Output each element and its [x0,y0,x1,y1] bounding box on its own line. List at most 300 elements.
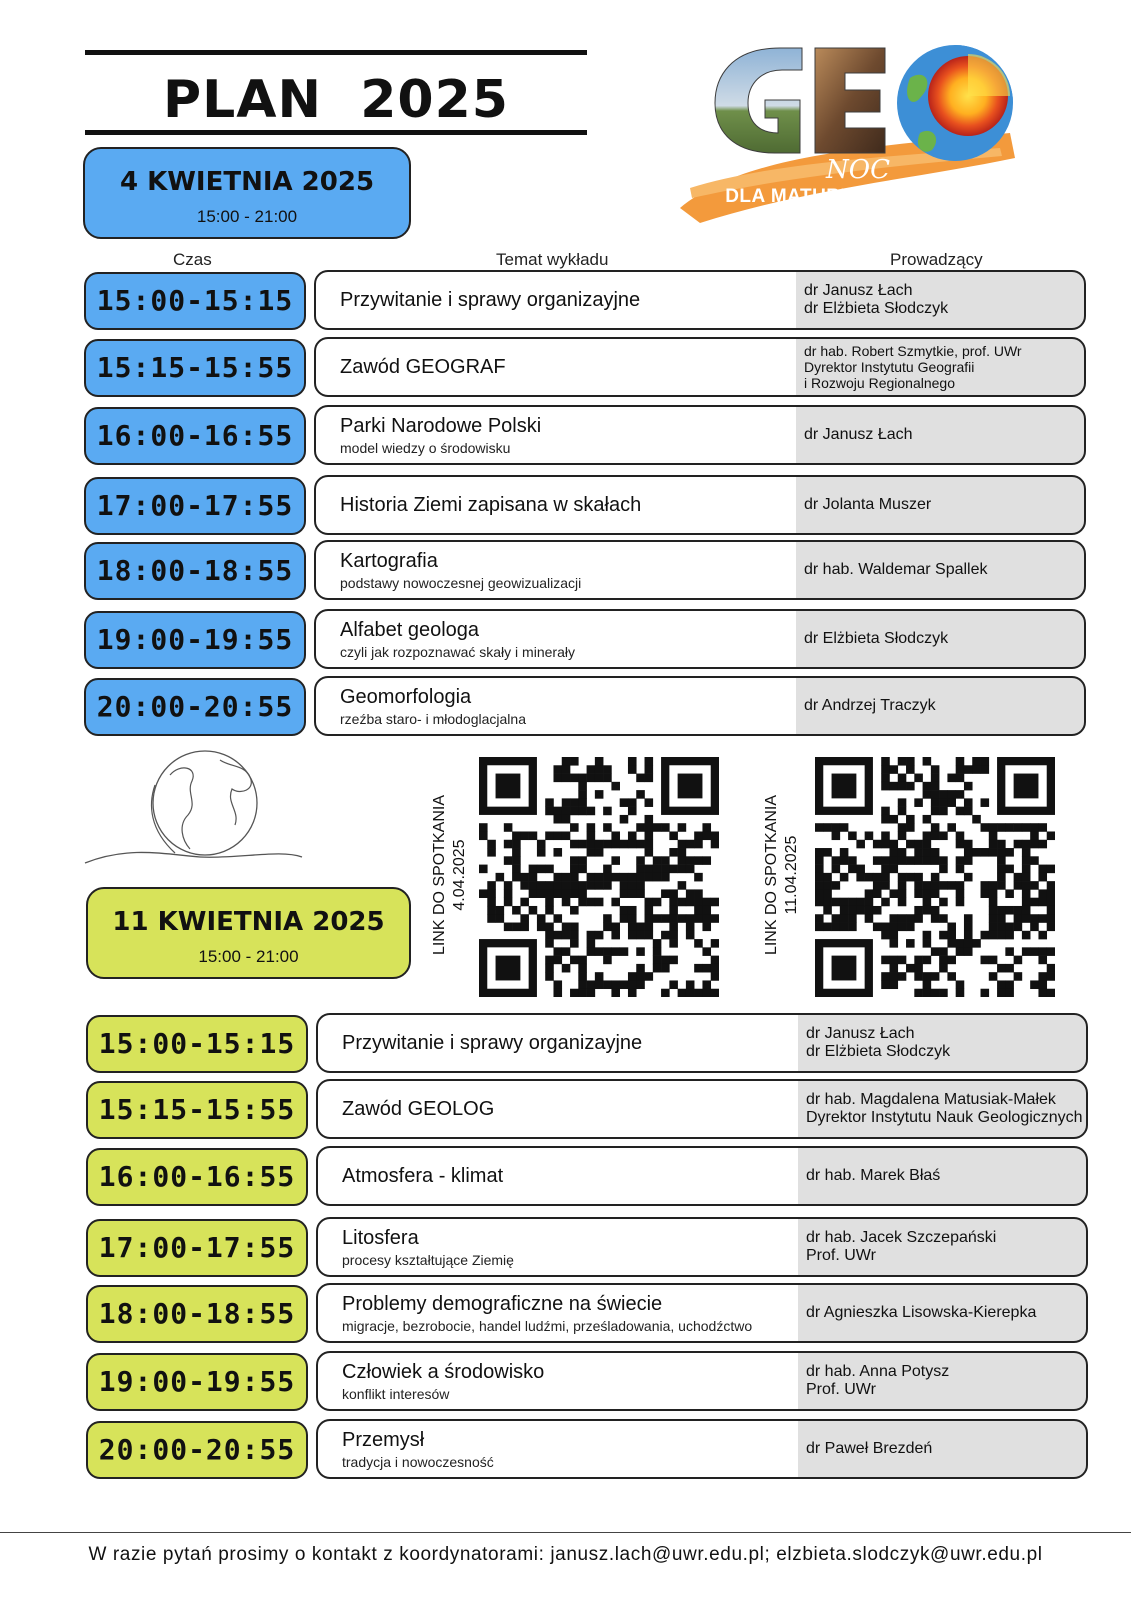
qr-module [865,831,874,840]
qr-module [711,831,719,840]
qr-module [823,889,832,898]
qr-module [989,898,998,907]
qr-finder-pattern [1014,774,1039,799]
lecture-title: Zawód GEOLOG [342,1097,495,1120]
qr-module [956,939,965,948]
qr-module [587,980,596,989]
qr-module [840,823,849,832]
lecture-topic [340,339,790,395]
qr-module [562,815,571,824]
qr-module [956,980,965,989]
qr-module [997,865,1006,874]
qr-module [881,881,890,890]
qr-module [578,881,587,890]
qr-module [711,914,719,923]
lecturer [804,272,1086,328]
qr2-label-text: LINK DO SPOTKANIA [763,794,780,956]
qr-module [595,840,604,849]
qr-module [578,782,587,791]
qr-module [578,774,587,783]
qr-module [1038,931,1047,940]
qr-module [562,798,571,807]
qr-module [964,931,973,940]
qr-module [595,790,604,799]
qr-module [603,865,612,874]
qr-module [512,873,521,882]
qr-module [562,881,571,890]
qr-module [997,931,1006,940]
lecturer [806,1285,1088,1341]
qr-module [898,898,907,907]
qr-module [537,889,546,898]
qr-module [645,815,654,824]
qr-module [931,906,940,915]
qr-module [669,889,678,898]
qr-module [512,906,521,915]
time-slot: 20:00-20:55 [86,1421,308,1479]
qr-module [545,964,554,973]
qr-module [702,964,711,973]
qr-module [881,807,890,816]
qr-module [1047,947,1055,956]
qr-module [1030,914,1039,923]
qr-module [678,914,687,923]
qr-module [989,889,998,898]
qr-module [578,956,587,965]
qr-module [545,972,554,981]
qr-module [981,889,990,898]
qr-module [553,947,562,956]
qr-module [545,865,554,874]
qr-module [947,790,956,799]
qr-module [636,947,645,956]
qr-module [832,923,841,932]
qr-module [686,923,695,932]
qr-module [553,931,562,940]
qr-module [529,873,538,882]
qr-module [636,856,645,865]
qr-module [889,815,898,824]
qr-module [939,914,948,923]
lecturer [806,1353,1088,1409]
qr-module [889,889,898,898]
qr-module [678,848,687,857]
qr-module [931,823,940,832]
qr-module [479,865,488,874]
qr-module [923,889,932,898]
qr-module [947,823,956,832]
qr-module [578,798,587,807]
lecturer-line: dr Andrzej Traczyk [804,697,936,714]
qr-module [931,765,940,774]
qr-module [1005,848,1014,857]
qr-module [711,956,719,965]
qr-module [636,931,645,940]
qr-module [906,856,915,865]
qr-module [628,931,637,940]
lecturer-line: dr Elżbieta Słodczyk [806,1043,951,1060]
qr-module [694,906,703,915]
qr-module [956,840,965,849]
qr-module [611,840,620,849]
lecture-title: Geomorfologia [340,685,472,708]
qr-module [537,848,546,857]
qr-module [529,906,538,915]
lecture-subtitle: konflikt interesów [342,1385,450,1402]
qr-module [603,881,612,890]
qr-module [1022,823,1031,832]
qr-module [504,923,513,932]
qr-module [931,914,940,923]
day2-date: 11 KWIETNIA 2025 [112,907,385,937]
qr-module [1038,947,1047,956]
qr-module [595,947,604,956]
qr-module [931,831,940,840]
qr-module [620,947,629,956]
qr-code-4-04[interactable] [479,757,719,997]
qr-module [520,881,529,890]
qr-module [645,823,654,832]
qr-module [562,931,571,940]
qr-module [856,865,865,874]
qr-module [939,898,948,907]
qr-module [578,989,587,997]
column-header-time: Czas [173,250,212,269]
qr-module [1014,881,1023,890]
qr-module [981,798,990,807]
qr-module [694,914,703,923]
qr-module [840,923,849,932]
lecturer-line: dr Paweł Brezdeń [806,1440,933,1457]
qr-module [881,856,890,865]
qr-module [923,831,932,840]
lecture-topic [340,477,790,533]
qr-module [989,923,998,932]
lecture-topic [342,1015,792,1071]
qr-module [815,823,824,832]
qr-module [815,873,824,882]
qr-module [815,923,824,932]
qr-module [956,889,965,898]
qr-module [636,774,645,783]
qr-module [553,807,562,816]
globe-line-icon [80,745,310,875]
qr-module [923,815,932,824]
qr-module [972,757,981,766]
time-slot: 16:00-16:55 [86,1148,308,1206]
qr-module [914,881,923,890]
qr-module [578,898,587,907]
qr-module [595,881,604,890]
qr-module [914,906,923,915]
qr-module [832,865,841,874]
time-slot: 15:15-15:55 [86,1081,308,1139]
qr-module [653,856,662,865]
qr-module [923,898,932,907]
qr-module [669,980,678,989]
qr-module [881,931,890,940]
qr-module [636,980,645,989]
qr-module [545,898,554,907]
qr-module [906,964,915,973]
qr-module [989,972,998,981]
qr-module [1022,856,1031,865]
time-slot: 17:00-17:55 [86,1219,308,1277]
title-bottom-rule [85,130,587,135]
qr-module [964,765,973,774]
qr-module [570,956,579,965]
qr-module [923,848,932,857]
qr-module [578,807,587,816]
qr-module [923,972,932,981]
qr-module [989,931,998,940]
qr-module [923,790,932,799]
qr-module [964,914,973,923]
qr-module [562,831,571,840]
qr-module [570,989,579,997]
qr-module [645,865,654,874]
qr-module [553,956,562,965]
qr-module [823,898,832,907]
qr-module [898,782,907,791]
qr-module [504,856,513,865]
qr-module [520,873,529,882]
qr-finder-pattern [832,956,857,981]
qr-module [923,989,932,997]
qr-module [898,923,907,932]
qr-module [578,856,587,865]
schedule-row [314,270,1086,330]
qr-module [487,848,496,857]
qr-module [1047,972,1055,981]
qr-module [923,931,932,940]
qr-module [678,840,687,849]
qr-module [1047,914,1055,923]
qr-module [997,914,1006,923]
qr-module [1022,840,1031,849]
qr-code-11-04[interactable] [815,757,1055,997]
qr-module [661,865,670,874]
qr-module [1030,923,1039,932]
qr1-label-date: 4.04.2025 [451,839,468,911]
qr-module [628,840,637,849]
qr-module [669,898,678,907]
qr-module [645,931,654,940]
time-slot: 19:00-19:55 [84,611,306,669]
qr-module [1022,873,1031,882]
qr-module [653,914,662,923]
lecture-subtitle: czyli jak rozpoznawać skały i minerały [340,643,575,660]
qr-module [702,823,711,832]
lecturer-line: i Rozwoju Regionalnego [804,375,955,391]
qr-module [923,956,932,965]
qr-module [1047,881,1055,890]
qr-module [898,823,907,832]
lecture-topic [342,1421,792,1477]
qr-module [964,782,973,791]
qr-module [1005,989,1014,997]
qr-module [1038,889,1047,898]
qr-module [711,939,719,948]
qr-module [881,774,890,783]
qr-module [981,848,990,857]
qr-module [620,980,629,989]
qr-module [702,914,711,923]
qr-module [848,865,857,874]
qr-module [669,939,678,948]
time-slot: 17:00-17:55 [84,477,306,535]
qr-module [815,914,824,923]
qr-module [512,848,521,857]
qr-module [553,881,562,890]
qr-module [595,931,604,940]
qr-module [914,914,923,923]
qr2-label-date: 11.04.2025 [783,835,800,915]
schedule-row [316,1217,1088,1277]
qr-module [578,865,587,874]
lecture-subtitle: model wiedzy o środowisku [340,439,511,456]
qr-module [906,815,915,824]
qr-module [956,947,965,956]
qr-code-icon [815,757,1055,997]
qr-module [678,856,687,865]
qr-module [562,889,571,898]
qr-module [595,873,604,882]
qr-module [661,989,670,997]
qr-module [479,889,488,898]
qr-module [1038,873,1047,882]
qr-module [661,889,670,898]
qr-module [881,956,890,965]
qr-module [587,807,596,816]
lecture-subtitle: migracje, bezrobocie, handel ludźmi, prześladowania, uchodźctwo [342,1317,753,1334]
qr-module [603,914,612,923]
qr-module [898,956,907,965]
qr-module [823,873,832,882]
qr-module [702,898,711,907]
qr-module [537,923,546,932]
qr-module [553,873,562,882]
qr-module [686,856,695,865]
qr-module [1022,889,1031,898]
qr-finder-pattern [678,774,703,799]
qr-module [947,939,956,948]
qr-module [964,807,973,816]
schedule-row [316,1419,1088,1479]
time-slot: 19:00-19:55 [86,1353,308,1411]
qr-module [504,823,513,832]
time-slot: 15:00-15:15 [84,272,306,330]
qr-module [578,840,587,849]
qr-module [595,774,604,783]
qr-module [989,840,998,849]
globe-drawing [80,745,310,875]
qr-module [562,898,571,907]
qr-module [595,972,604,981]
qr-module [972,939,981,948]
lecture-topic [340,407,790,463]
qr-module [545,923,554,932]
qr-module [840,906,849,915]
qr-module [603,840,612,849]
qr-module [669,931,678,940]
qr-module [997,964,1006,973]
qr-module [931,807,940,816]
qr-module [669,914,678,923]
qr-module [545,956,554,965]
qr-module [997,848,1006,857]
qr-module [1005,947,1014,956]
qr-module [972,765,981,774]
qr-module [645,831,654,840]
qr-module [997,881,1006,890]
qr-module [645,848,654,857]
qr-module [981,757,990,766]
schedule-row [314,540,1086,600]
qr-module [931,873,940,882]
qr-finder-pattern [496,774,521,799]
qr-module [989,848,998,857]
qr-module [587,873,596,882]
qr-module [587,947,596,956]
qr-module [578,980,587,989]
lecturer [804,477,1086,533]
qr-module [686,980,695,989]
qr-module [997,840,1006,849]
qr-module [964,798,973,807]
qr-module [678,823,687,832]
qr-module [956,807,965,816]
contact-footer: W razie pytań prosimy o kontakt z koordynatorami: janusz.lach@uwr.edu.pl; elzbieta.slodczyk@uwr.edu.pl [88,1544,1043,1565]
qr-module [611,898,620,907]
qr-module [914,840,923,849]
qr-module [545,931,554,940]
qr-module [898,873,907,882]
qr-module [1014,923,1023,932]
qr-module [939,964,948,973]
qr1-label-text: LINK DO SPOTKANIA [431,794,448,956]
qr-module [898,856,907,865]
qr-module [964,856,973,865]
qr-module [981,823,990,832]
qr-module [570,873,579,882]
qr-module [628,873,637,882]
qr-module [906,923,915,932]
qr-module [881,757,890,766]
qr-module [947,774,956,783]
qr-module [620,873,629,882]
qr-module [611,873,620,882]
lecture-subtitle: procesy kształtujące Ziemię [342,1251,514,1268]
lecturer [804,407,1086,463]
lecturer [804,339,1086,395]
qr-module [906,840,915,849]
schedule-row [314,609,1086,669]
qr-module [1014,823,1023,832]
qr-module [678,898,687,907]
qr-module [628,807,637,816]
qr-module [529,889,538,898]
qr-module [906,765,915,774]
qr-module [848,923,857,932]
qr-module [661,914,670,923]
qr-module [520,914,529,923]
qr-module [1022,906,1031,915]
qr-module [611,980,620,989]
qr-module [1030,840,1039,849]
time-slot: 18:00-18:55 [84,542,306,600]
qr-module [636,889,645,898]
